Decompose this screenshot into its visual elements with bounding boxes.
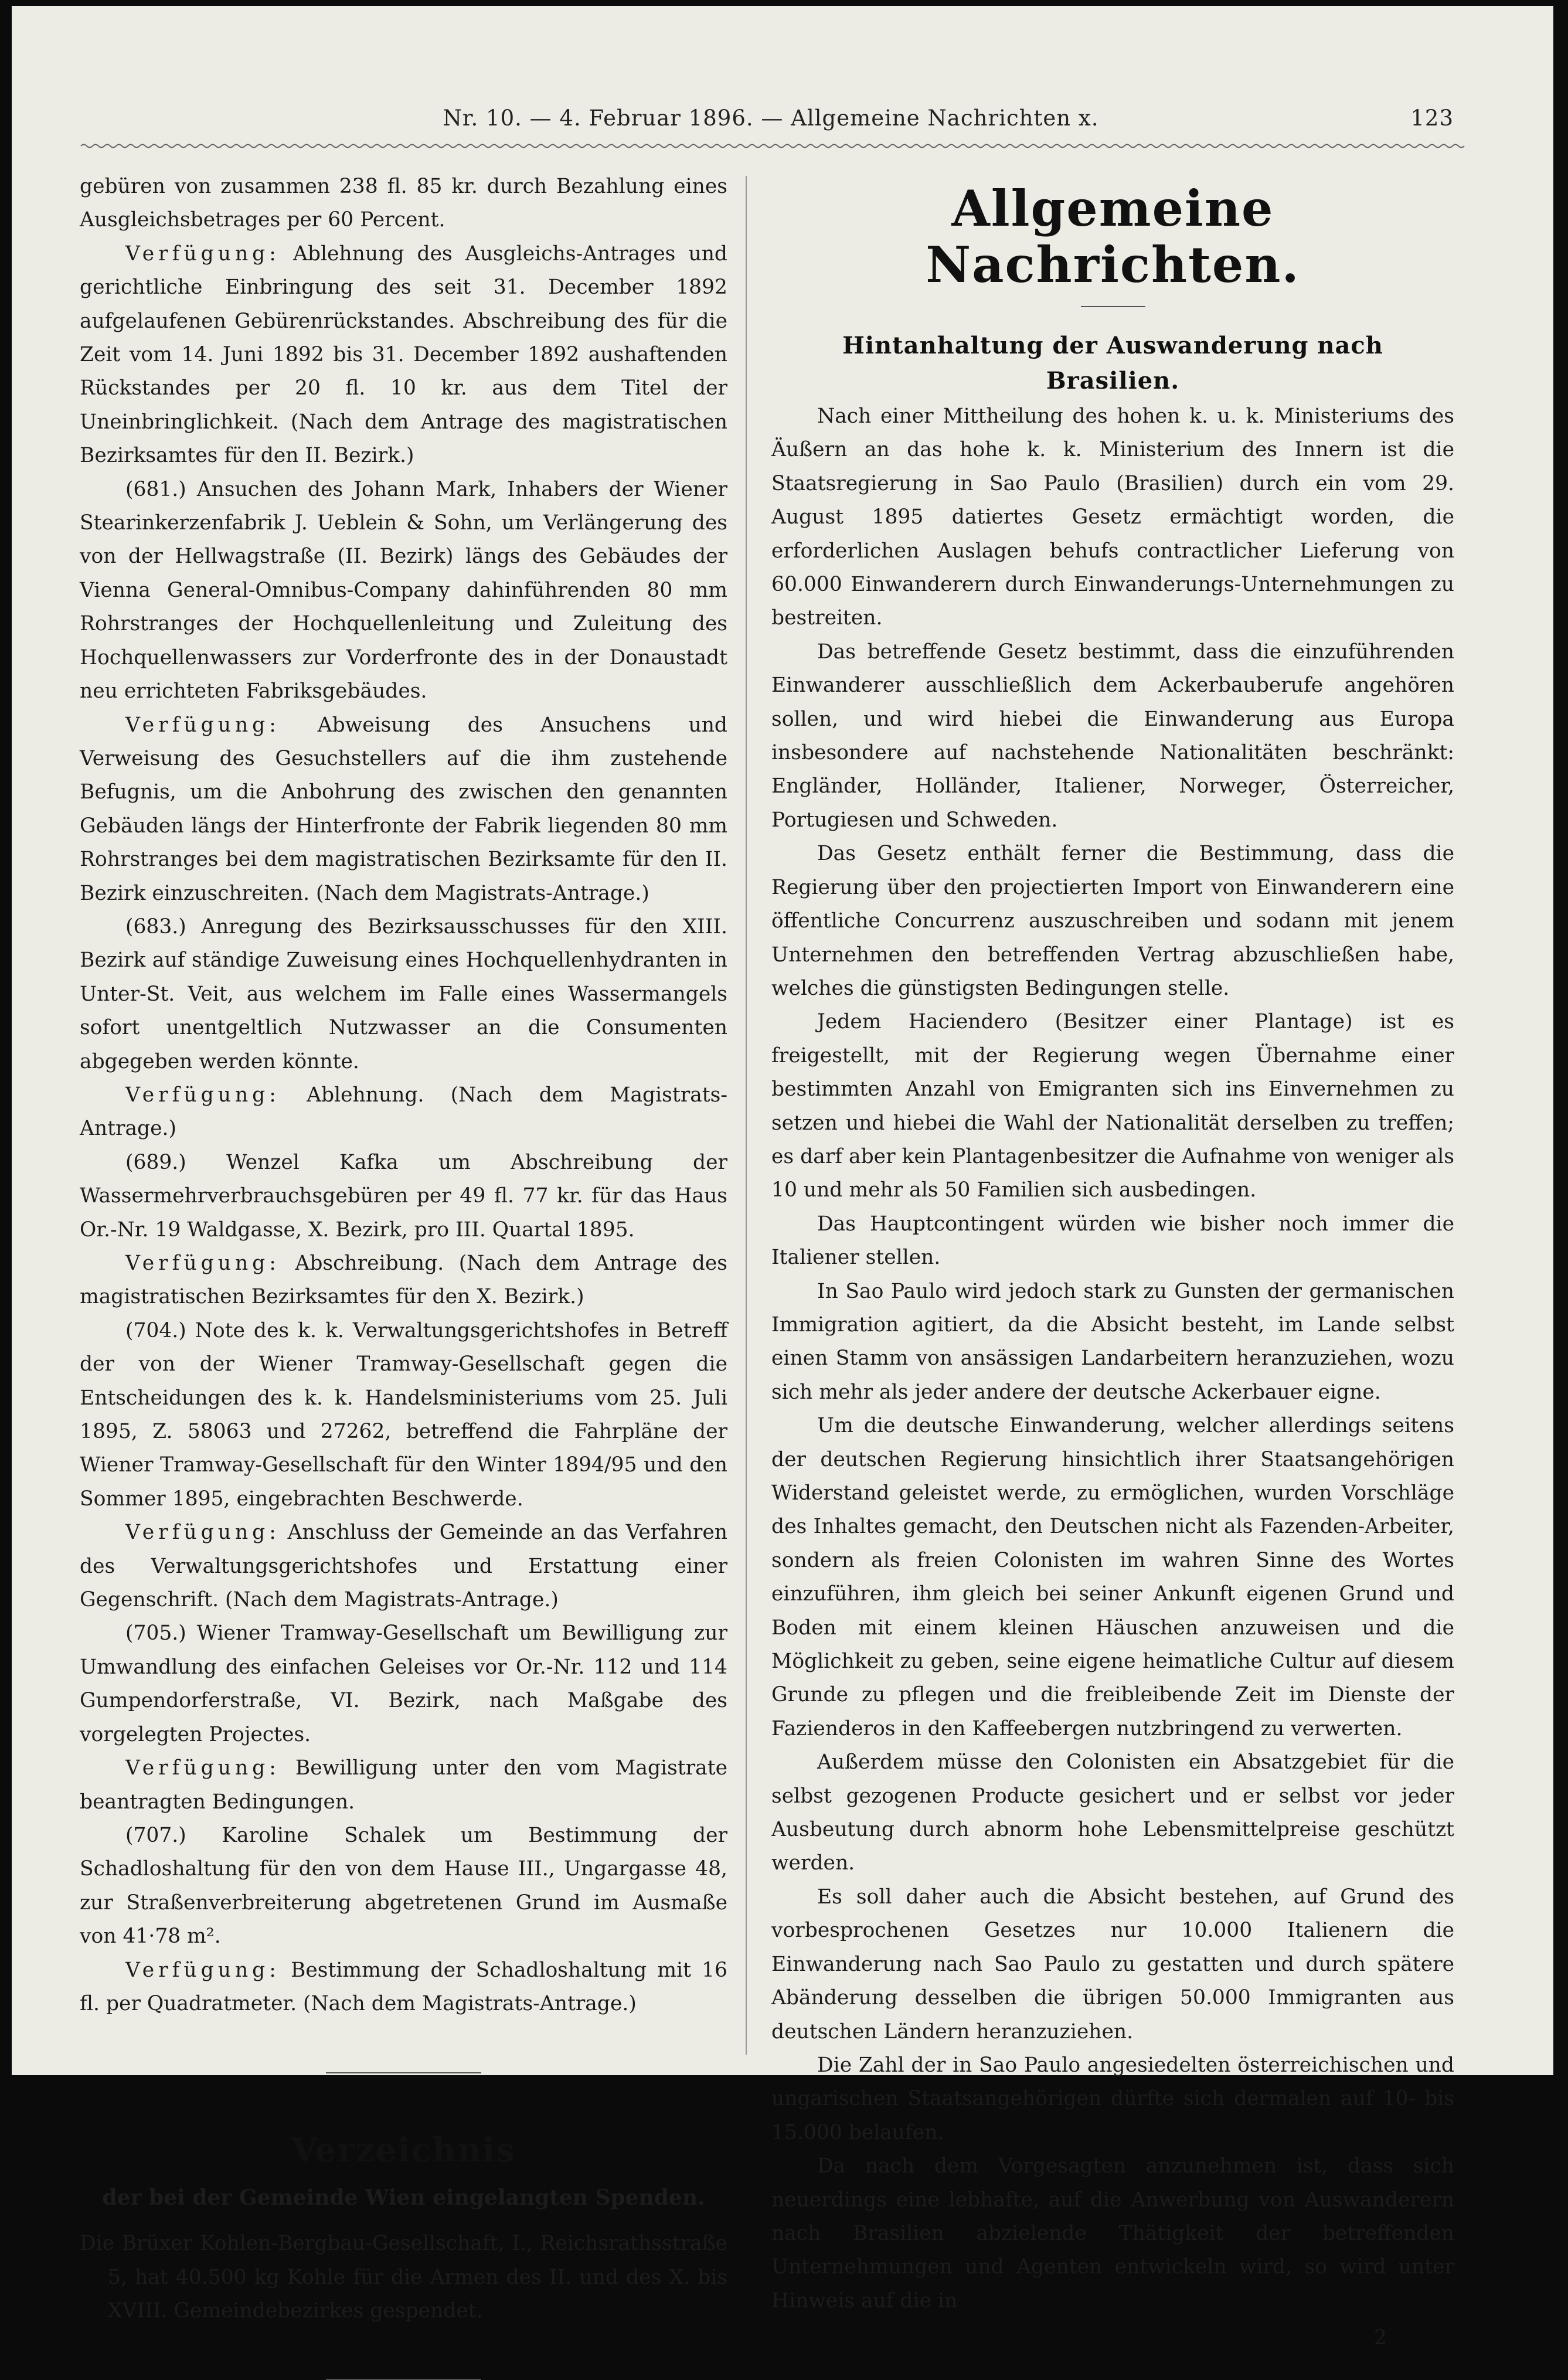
article-paragraph: Das Gesetz enthält ferner die Bestimmung, dass die Regierung über den projectierten Import von Einwanderern eine öffentliche Concurrenz auszuschreiben und sodann mit jenem Unternehmen den betreffenden Vertrag abzuschließen habe, welches die günstigsten Bedingungen stelle. [771,842,1454,1000]
paragraph-text: (707.) Karoline Schalek um Bestimmung der Schadloshaltung für den von dem Hause III., Ungargasse 48, zur Straßenverbreiterung abgetretenen Grund im Ausmaße von 41·78 m². [80,1823,727,1949]
right-column [771,170,1454,2355]
left-paragraphs [80,170,727,2021]
paragraph-text: gebüren von zusammen 238 fl. 85 kr. durch Bezahlung eines Ausgleichsbetrages per 60 Percent. [80,175,727,232]
verzeichnis-subtitle: der bei der Gemeinde Wien eingelangten Spenden. [102,2185,705,2211]
section-title: Allgemeine Nachrichten. [926,179,1300,294]
page-number: 123 [1410,106,1454,131]
footer-signature: 2 [1374,2326,1387,2350]
decision-label: Verfügung: [125,242,280,266]
paragraph-text: Anschluss der Gemeinde an das Verfahren des Verwaltungsgerichtshofes und Erstattung einer Gegenschrift. (Nach dem Magistrats-Antrage.) [80,1521,727,1612]
decision-label: Verfügung: [125,1756,280,1780]
item-paragraph [80,1819,727,1954]
article-paragraph: Das Hauptcontingent würden wie bisher noch immer die Italiener stellen. [771,1212,1454,1270]
decision-paragraph [80,709,727,910]
item-paragraph [80,1314,727,1516]
paragraph-text: (689.) Wenzel Kafka um Abschreibung der Wassermehrverbrauchsgebüren per 49 fl. 77 kr. für das Haus Or.-Nr. 19 Waldgasse, X. Bezirk, pro III. Quartal 1895. [80,1150,727,1242]
newspaper-page [12,6,1553,2350]
donations-list [80,2227,727,2328]
paragraph-text: (705.) Wiener Tramway-Gesellschaft um Bewilligung zur Umwandlung des einfachen Geleises vor Or.-Nr. 112 und 114 Gumpendorferstraße, VI. Bezirk, nach Maßgabe des vorgelegten Projectes. [80,1621,727,1746]
item-paragraph [80,1146,727,1247]
article-paragraph: Da nach dem Vorgesagten anzunehmen ist, dass sich neuerdings eine lebhafte, auf die Anwerbung von Auswanderern nach Brasilien abzielende Thätigkeit der betreffenden Unternehmungen und Agenten entwickeln wird, so wird unter Hinweis auf die in [771,2154,1454,2313]
decision-label: Verfügung: [125,1083,280,1107]
decision-paragraph [80,237,727,473]
article-paragraph: Es soll daher auch die Absicht bestehen, auf Grund des vorbesprochenen Gesetzes nur 10.000 Italienern die Einwanderung nach Sao Paulo zu gestatten und durch spätere Abänderung desselben die übrigen 50.000 Immigranten aus deutschen Ländern heranzuziehen. [771,1885,1454,2044]
decision-label: Verfügung: [125,1521,280,1545]
column-divider [746,176,747,2055]
running-title: Nr. 10. — 4. Februar 1896. — Allgemeine Nachrichten x. [443,106,1099,131]
decision-paragraph [80,1247,727,1314]
article-body [771,400,1454,2318]
paragraph-text: Bewilligung unter den vom Magistrate beantragten Bedingungen. [80,1756,727,1814]
decision-label: Verfügung: [125,1958,280,1982]
decision-label: Verfügung: [125,1252,280,1275]
running-header [88,106,1454,141]
article-paragraph: In Sao Paulo wird jedoch stark zu Gunsten der germanischen Immigration agitiert, da die Absicht besteht, im Lande selbst einen Stamm von ansässigen Landarbeitern heranzuziehen, wozu sich mehr als jeder andere der deutsche Ackerbauer eigne. [771,1279,1454,1404]
separator-rule [326,2072,481,2073]
paragraph-text: Abschreibung. (Nach dem Antrage des magistratischen Bezirksamtes für den X. Bezirk.) [80,1252,727,1309]
item-paragraph [80,170,727,237]
verzeichnis-title: Verzeichnis [291,2131,516,2170]
article-paragraph: Das betreffende Gesetz bestimmt, dass die einzuführenden Einwanderer ausschließlich dem Ackerbauberufe angehören sollen, und wird hiebei die Einwanderung aus Europa insbesondere auf nachstehende Nationalitäten beschränkt: Engländer, Holländer, Italiener, Norweger, Österreicher, Portugiesen und Schweden. [771,640,1454,832]
paragraph-text: Bestimmung der Schadloshaltung mit 16 fl. per Quadratmeter. (Nach dem Magistrats-Antrage.) [80,1958,727,2015]
article-paragraph: Um die deutsche Einwanderung, welcher allerdings seitens der deutschen Regierung hinsichtlich ihrer Staatsangehörigen Widerstand geleistet werde, zu ermöglichen, wurden Vorschläge des Inhaltes gemacht, den Deutschen nicht als Fazenden-Arbeiter, sondern als freien Colonisten im wahren Sinne des Wortes einzuführen, ihm gleich bei seiner Ankunft eigenen Grund und Boden mit einem kleinen Häuschen anzuweisen und die Möglichkeit zu geben, seine eigene heimatliche Cultur auf diesem Grunde zu pflegen und die freibleibende Zeit im Dienste der Fazienderos in den Kaffeebergen nutzbringend zu verwerten. [771,1414,1454,1740]
item-paragraph [80,473,727,709]
article-paragraph: Jedem Haciendero (Besitzer einer Plantage) ist es freigestellt, mit der Regierung wegen Übernahme einer bestimmten Anzahl von Emigranten sich ins Einvernehmen zu setzen und hiebei die Wahl der Nationalität derselben zu treffen; es darf aber kein Plantagenbesitzer die Aufnahme von weniger als 10 und mehr als 50 Familien sich ausbedingen. [771,1010,1454,1202]
decision-paragraph [80,1079,727,1146]
decision-paragraph [80,1954,727,2021]
article-title: Hintanhaltung der Auswanderung nach Brasilien. [842,332,1383,395]
paragraph-text: (704.) Note des k. k. Verwaltungsgerichtshofes in Betreff der von der Wiener Tramway-Gesellschaft gegen die Entscheidungen des k. k. Handelsministeriums vom 25. Juli 1895, Z. 58063 und 27262, betreffend die Fahrpläne der Wiener Tramway-Gesellschaft für den Winter 1894/95 und den Sommer 1895, eingebrachten Beschwerde. [80,1318,727,1511]
left-column [80,170,727,2380]
paragraph-text: Ablehnung. (Nach dem Magistrats-Antrage.) [80,1083,727,1141]
header-wavy-rule [81,142,1458,150]
title-rule [1081,306,1145,307]
item-paragraph [80,910,727,1079]
paragraph-text: (683.) Anregung des Bezirksausschusses für den XIII. Bezirk auf ständige Zuweisung eines Hochquellenhydranten in Unter-St. Veit, aus welchem im Falle eines Wassermangels sofort unentgeltlich Nutzwasser an die Consumenten abgegeben werden könnte. [80,914,727,1073]
decision-label: Verfügung: [125,713,280,737]
end-rule [326,2379,481,2380]
item-paragraph [80,1617,727,1752]
decision-paragraph [80,1516,727,1617]
paragraph-text: Ablehnung des Ausgleichs-Antrages und gerichtliche Einbringung des seit 31. December 1892 aufgelaufenen Gebürenrückstandes. Abschreibung des für die Zeit vom 14. Juni 1892 bis 31. December 1892 aushaftenden Rückstandes per 20 fl. 10 kr. aus dem Titel der Uneinbringlichkeit. (Nach dem Antrage des magistratischen Bezirksamtes für den II. Bezirk.) [80,242,727,468]
paragraph-text: Abweisung des Ansuchens und Verweisung des Gesuchstellers auf die ihm zustehende Befugnis, um die Anbohrung des zwischen den genannten Gebäuden längs der Hinterfronte der Fabrik liegenden 80 mm Rohrstranges bei dem magistratischen Bezirksamte für den II. Bezirk einzuschreiten. (Nach dem Magistrats-Antrage.) [80,713,727,905]
donation-entry: Die Brüxer Kohlen-Bergbau-Gesellschaft, I., Reichsrathsstraße 5, hat 40.500 kg Kohle für die Armen des II. und des X. bis XVIII. Gemeindebezirkes gespendet. [80,2232,727,2323]
paragraph-text: (681.) Ansuchen des Johann Mark, Inhabers der Wiener Stearinkerzenfabrik J. Ueblein & Sohn, um Verlängerung des von der Hellwagstraße (II. Bezirk) längs des Gebäudes der Vienna General-Omnibus-Company dahinführenden 80 mm Rohrstranges der Hochquellenleitung und Zuleitung des Hochquellenwassers zur Vorderfronte des in der Donaustadt neu errichteten Fabriksgebäudes. [80,477,727,703]
article-paragraph: Nach einer Mittheilung des hohen k. u. k. Ministeriums des Äußern an das hohe k. k. Ministerium des Innern ist die Staatsregierung in Sao Paulo (Brasilien) durch ein vom 29. August 1895 datiertes Gesetz ermächtigt worden, die erforderlichen Auslagen behufs contractlicher Lieferung von 60.000 Einwanderern durch Einwanderungs-Unternehmungen zu bestreiten. [771,404,1454,630]
decision-paragraph [80,1752,727,1819]
article-paragraph: Die Zahl der in Sao Paulo angesiedelten österreichischen und ungarischen Staatsangehörigen dürfte sich dermalen auf 10- bis 15.000 belaufen. [771,2053,1454,2144]
article-paragraph: Außerdem müsse den Colonisten ein Absatzgebiet für die selbst gezogenen Producte gesichert und er selbst vor jeder Ausbeutung durch abnorm hohe Lebensmittelpreise geschützt werden. [771,1750,1454,1875]
